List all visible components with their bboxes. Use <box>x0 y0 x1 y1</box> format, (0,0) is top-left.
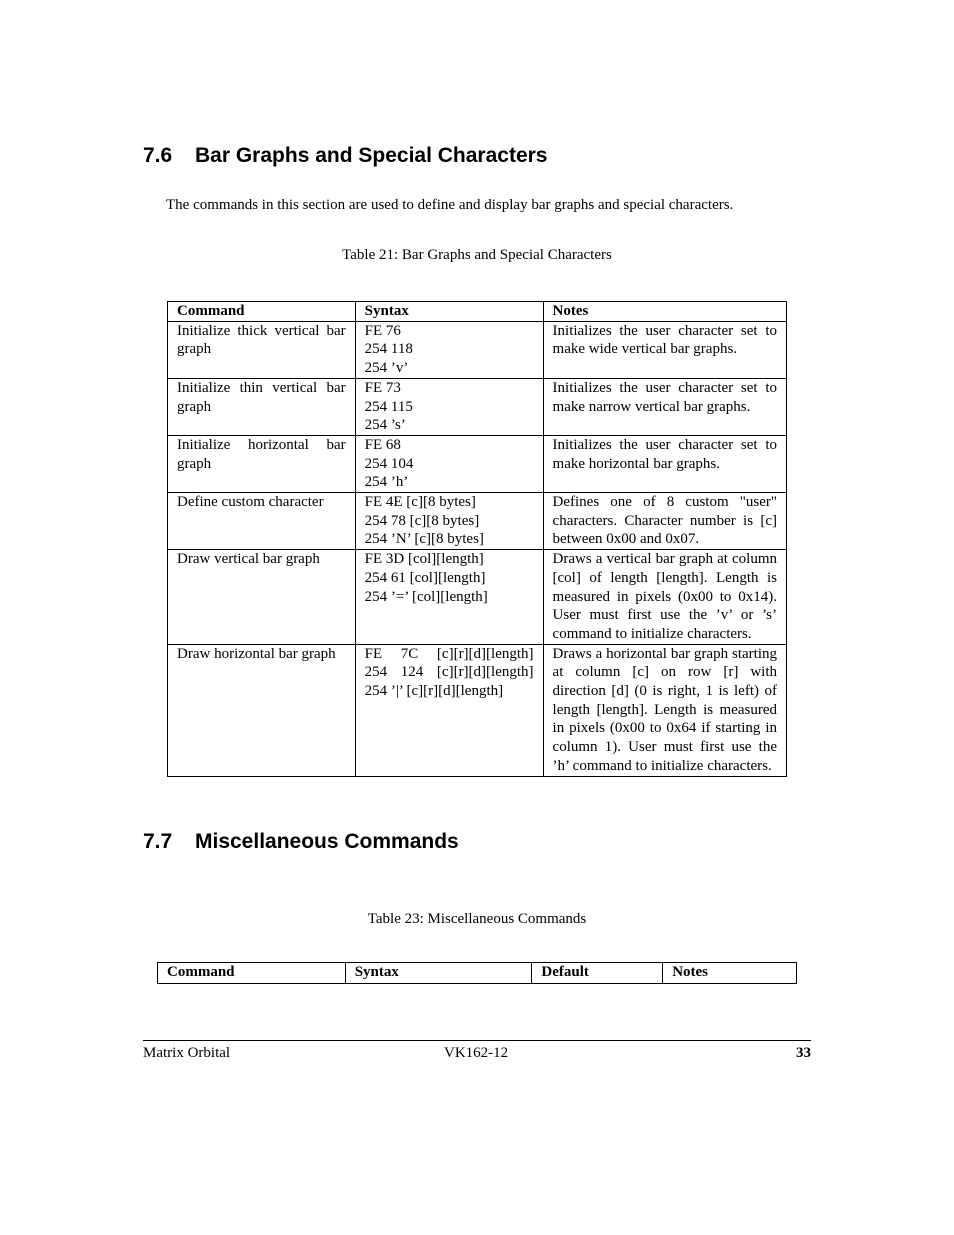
cell-notes: Draws a vertical bar graph at column [col] of length [length]. Length is measured in pixels (0x00 to 0x14). User must first use the ’v’ or ’s’ command to initialize characters. <box>543 550 786 645</box>
table-row <box>168 378 787 435</box>
cell-syntax <box>355 321 543 378</box>
table-header-row <box>168 302 787 322</box>
cell-notes: Defines one of 8 custom "user" characters. Character number is [c] between 0x00 and 0x07. <box>543 493 786 550</box>
cell-command: Draw horizontal bar graph <box>168 644 356 776</box>
syntax-line: 254 78 [c][8 bytes] <box>364 512 480 529</box>
cell-syntax <box>355 550 543 645</box>
syntax-line: FE 76 <box>364 322 401 339</box>
section-intro: The commands in this section are used to define and display bar graphs and special characters. <box>166 197 734 213</box>
section-number: 7.6 <box>143 144 173 167</box>
column-header-syntax: Syntax <box>355 302 543 322</box>
section-title: Bar Graphs and Special Characters <box>195 144 548 167</box>
table-row <box>168 644 787 776</box>
syntax-line: 254 115 <box>364 398 413 415</box>
cell-command: Initialize thick vertical bar graph <box>168 321 356 378</box>
section-title: Miscellaneous Commands <box>195 830 459 853</box>
syntax-line: FE 68 <box>364 436 401 453</box>
footer-rule <box>143 1040 811 1041</box>
cell-command: Initialize thin vertical bar graph <box>168 378 356 435</box>
table-row <box>168 550 787 645</box>
syntax-line: FE 4E [c][8 bytes] <box>364 494 476 511</box>
table-row <box>168 493 787 550</box>
syntax-line <box>365 663 534 682</box>
column-header-syntax: Syntax <box>345 963 532 984</box>
syntax-line: 254 118 <box>364 341 413 358</box>
table-23 <box>157 962 797 984</box>
syntax-token: 124 <box>400 664 424 681</box>
column-header-notes: Notes <box>543 302 786 322</box>
cell-command: Draw vertical bar graph <box>168 550 356 645</box>
page-number: 33 <box>796 1045 811 1061</box>
cell-syntax <box>355 378 543 435</box>
column-header-command: Command <box>168 302 356 322</box>
syntax-token: [c][r][d][length] <box>436 645 534 662</box>
syntax-line: FE 73 <box>364 379 401 396</box>
table-21 <box>167 301 787 777</box>
syntax-line: 254 ’s’ <box>364 417 406 434</box>
cell-notes: Draws a horizontal bar graph starting at column [c] on row [r] with direction [d] (0 is right, 1 is left) of length [length]. Length is measured in pixels (0x00 to 0x64 if starting in column 1). User must first use the ’h’ command to initialize characters. <box>543 644 786 776</box>
footer-model: VK162-12 <box>444 1045 509 1061</box>
footer-company: Matrix Orbital <box>143 1045 231 1061</box>
cell-syntax <box>355 644 543 776</box>
section-heading-7-7 <box>143 830 459 854</box>
syntax-line: 254 104 <box>364 455 414 472</box>
column-header-notes: Notes <box>663 963 797 984</box>
syntax-token: [c][r][d][length] <box>436 664 534 681</box>
column-header-default: Default <box>532 963 663 984</box>
section-number: 7.7 <box>143 830 173 853</box>
syntax-line: 254 ’|’ [c][r][d][length] <box>364 683 504 700</box>
cell-notes: Initializes the user character set to make horizontal bar graphs. <box>543 435 786 492</box>
column-header-command: Command <box>158 963 346 984</box>
syntax-line: 254 61 [col][length] <box>364 569 486 586</box>
syntax-line: FE 3D [col][length] <box>364 551 484 568</box>
syntax-line: 254 ’=’ [col][length] <box>364 588 488 605</box>
syntax-line: 254 ’N’ [c][8 bytes] <box>364 531 484 548</box>
cell-syntax <box>355 435 543 492</box>
cell-command: Define custom character <box>168 493 356 550</box>
table-header-row <box>158 963 797 984</box>
table-row <box>168 435 787 492</box>
table-row <box>168 321 787 378</box>
cell-notes: Initializes the user character set to make wide vertical bar graphs. <box>543 321 786 378</box>
syntax-line: 254 ’h’ <box>364 474 409 491</box>
table-21-caption: Table 21: Bar Graphs and Special Characters <box>342 247 612 263</box>
section-heading-7-6 <box>143 144 547 168</box>
cell-command: Initialize horizontal bar graph <box>168 435 356 492</box>
syntax-line <box>365 645 534 664</box>
syntax-token: 254 <box>364 664 388 681</box>
table-23-caption: Table 23: Miscellaneous Commands <box>367 911 587 927</box>
syntax-token: 7C <box>400 645 419 662</box>
syntax-line: 254 ’v’ <box>364 360 409 377</box>
cell-notes: Initializes the user character set to make narrow vertical bar graphs. <box>543 378 786 435</box>
cell-syntax <box>355 493 543 550</box>
syntax-token: FE <box>364 645 383 662</box>
